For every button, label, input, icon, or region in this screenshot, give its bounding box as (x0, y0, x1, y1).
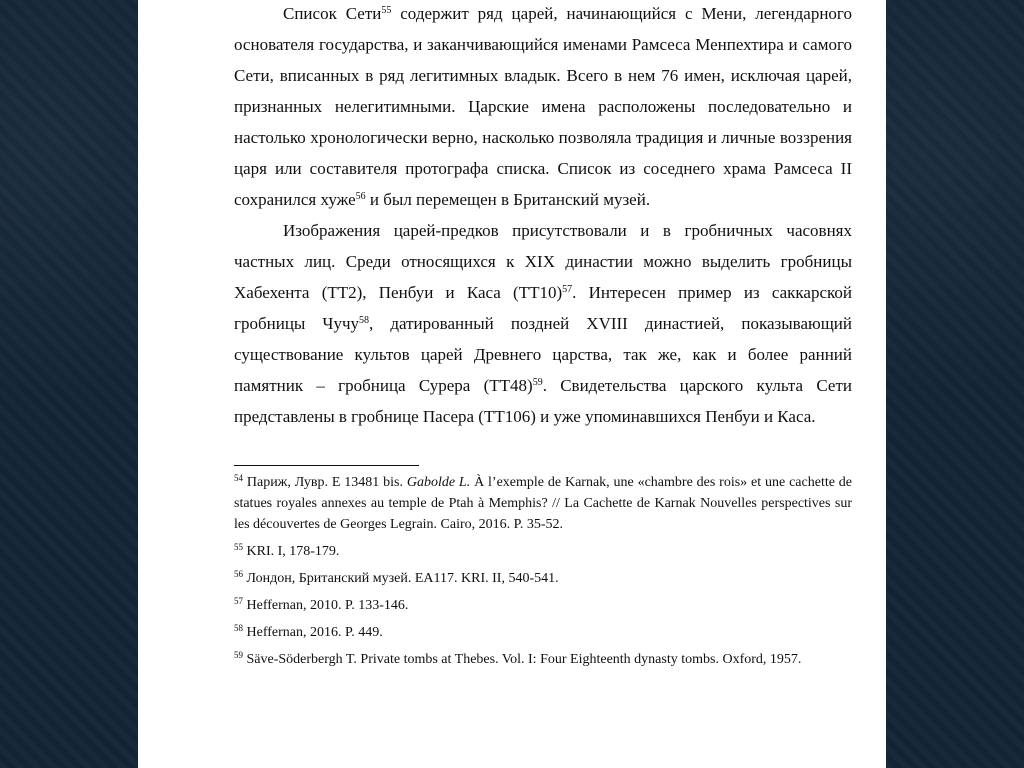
slide-background-right (886, 0, 1024, 768)
footnote-text: Париж, Лувр. E 13481 bis. (243, 475, 407, 490)
footnote-number: 55 (234, 542, 243, 552)
footnote-number: 59 (234, 650, 243, 660)
footnote-ref-59: 59 (532, 377, 543, 388)
footnote-number: 57 (234, 596, 243, 606)
footnote-54 (234, 472, 852, 535)
paragraph-1-text-3: и был перемещен в Британский музей. (365, 190, 651, 209)
footnote-text: KRI. I, 178-179. (243, 544, 340, 559)
paragraph-2-text-3: , датированный поздней XVIII династией, показывающий существование культов царей Древнего царства, так же, как и более ранний памятник – гробница Сурера (TT48) (234, 314, 852, 395)
body-text (234, 0, 852, 432)
paragraph-2-text-1: Изображения царей-предков присутствовали и в гробничных часовнях частных лиц. Среди относящихся к XIX династии можно выделить гробницы Хабехента (TT2), Пенбуи и Каса (TT10) (234, 221, 852, 302)
paragraph-1 (234, 0, 852, 215)
document-page (138, 0, 886, 768)
footnote-number: 58 (234, 623, 243, 633)
footnote-ref-57: 57 (562, 284, 573, 295)
slide-background-left (0, 0, 138, 768)
footnote-56 (234, 568, 852, 589)
footnote-57 (234, 595, 852, 616)
footnote-number: 54 (234, 473, 243, 483)
footnote-59 (234, 649, 852, 670)
footnote-text: Heffernan, 2010. P. 133-146. (243, 598, 409, 613)
footnotes (234, 472, 852, 676)
footnote-author-italic: Gabolde L. (406, 475, 471, 490)
footnote-separator (234, 465, 419, 466)
paragraph-1-text-1: Список Сети (283, 4, 382, 23)
paragraph-1-text-2: содержит ряд царей, начинающийся с Мени, легендарного основателя государства, и заканчивающийся именами Рамсеса Менпехтира и самого Сети, вписанных в ряд легитимных владык. Всего в нем 76 имен, исключая царей, признанных нелегитимными. Царские имена расположены последовательно и настолько хронологически верно, насколько позволяла традиция и личные воззрения царя или составителя протографа списка. Список из соседнего храма Рамсеса II сохранился хуже (234, 4, 852, 209)
footnote-58 (234, 622, 852, 643)
footnote-ref-55: 55 (381, 5, 392, 16)
paragraph-2 (234, 215, 852, 432)
footnote-text: Säve-Söderbergh T. Private tombs at Thebes. Vol. I: Four Eighteenth dynasty tombs. Oxford, 1957. (243, 652, 802, 667)
footnote-ref-58: 58 (359, 315, 370, 326)
footnote-ref-56: 56 (355, 191, 366, 202)
footnote-number: 56 (234, 569, 243, 579)
footnote-text: Heffernan, 2016. P. 449. (243, 625, 383, 640)
footnote-text: À l’exemple de Karnak, une «chambre des rois» et une cachette de statues royales annexes au temple de Ptah à Memphis? // La Cachette de Karnak Nouvelles perspectives sur les découvertes de Georges Legrain. Cairo, 2016. P. 35-52. (234, 475, 853, 532)
paragraph-2-text-4: . Свидетельства царского культа Сети представлены в гробнице Пасера (TT106) и уже упоминавшихся Пенбуи и Каса. (234, 376, 852, 426)
footnote-55 (234, 541, 852, 562)
paragraph-2-text-2: . Интересен пример из саккарской гробницы Чучу (234, 283, 853, 333)
footnote-text: Лондон, Британский музей. EA117. KRI. II, 540-541. (243, 571, 559, 586)
